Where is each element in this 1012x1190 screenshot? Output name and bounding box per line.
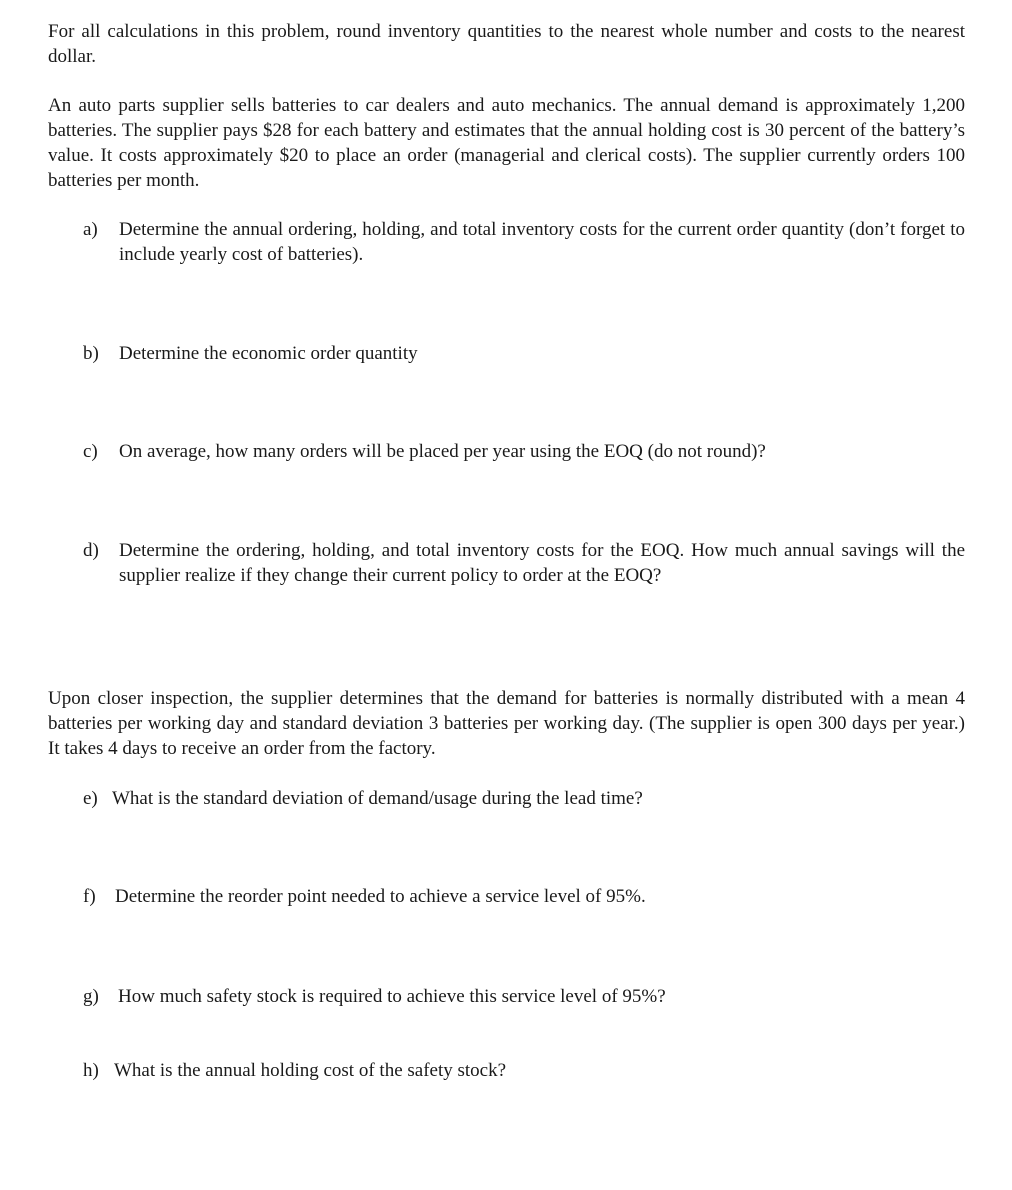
question-c-text: On average, how many orders will be placed per year using the EOQ (do not round)? [119, 441, 766, 462]
question-a-label: a) [83, 219, 98, 240]
question-b-label: b) [83, 343, 99, 364]
question-e [83, 786, 965, 811]
question-b [83, 341, 965, 366]
question-e-label: e) [83, 788, 98, 809]
question-c [83, 439, 965, 464]
followup-paragraph: Upon closer inspection, the supplier determines that the demand for batteries is normally distributed with a mean 4 batteries per working day and standard deviation 3 batteries per working day. (The supplier is open 300 days per year.) It takes 4 days to receive an order from the factory. [48, 688, 965, 759]
question-a [83, 217, 965, 267]
question-f-label: f) [83, 886, 96, 907]
question-g-text: How much safety stock is required to achieve this service level of 95%? [118, 986, 666, 1007]
question-h-text: What is the annual holding cost of the safety stock? [114, 1060, 507, 1081]
question-f-text: Determine the reorder point needed to achieve a service level of 95%. [115, 886, 646, 907]
question-b-text: Determine the economic order quantity [119, 343, 418, 364]
question-a-text: Determine the annual ordering, holding, and total inventory costs for the current order quantity (don’t forget to include yearly cost of batteries). [119, 219, 965, 265]
scenario-paragraph: An auto parts supplier sells batteries to car dealers and auto mechanics. The annual demand is approximately 1,200 batteries. The supplier pays $28 for each battery and estimates that the annual holding cost is 30 percent of the battery’s value. It costs approximately $20 to place an order (managerial and clerical costs). The supplier currently orders 100 batteries per month. [48, 95, 965, 191]
question-h [83, 1058, 965, 1083]
question-e-text: What is the standard deviation of demand/usage during the lead time? [112, 788, 643, 809]
question-h-label: h) [83, 1060, 99, 1081]
question-g-label: g) [83, 986, 99, 1007]
question-g [83, 984, 965, 1009]
question-c-label: c) [83, 441, 98, 462]
question-d-label: d) [83, 540, 99, 561]
intro-paragraph: For all calculations in this problem, round inventory quantities to the nearest whole number and costs to the nearest dollar. [48, 21, 965, 67]
question-d-text: Determine the ordering, holding, and total inventory costs for the EOQ. How much annual savings will the supplier realize if they change their current policy to order at the EOQ? [119, 540, 965, 586]
question-d [83, 538, 965, 588]
question-f [83, 884, 965, 909]
